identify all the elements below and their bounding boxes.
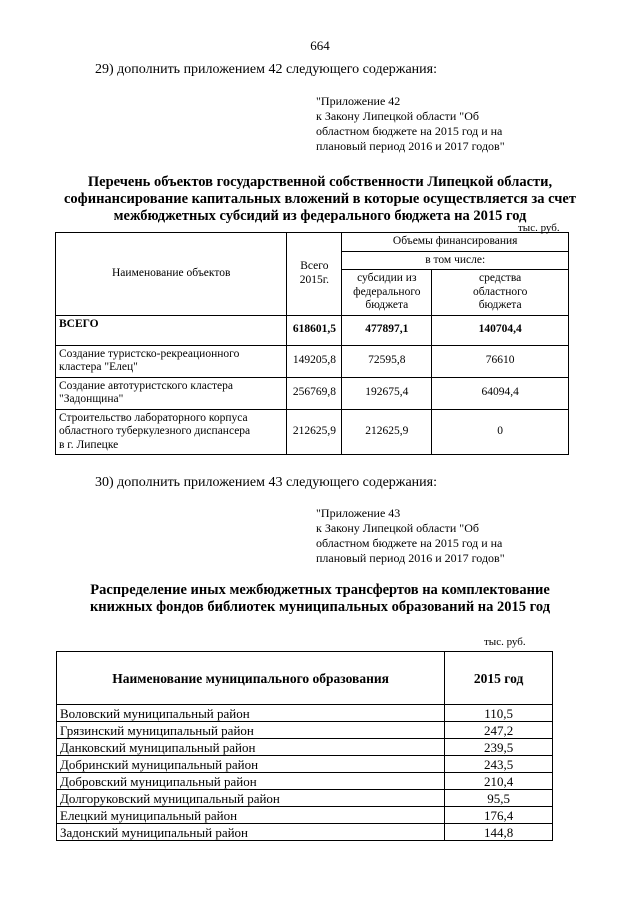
table-row (57, 790, 553, 807)
table-row (56, 409, 569, 455)
table-row (57, 739, 553, 756)
appendix-line: областном бюджете на 2015 год и на (316, 536, 503, 550)
row-name: Воловский муниципальный район (57, 705, 445, 722)
row-name: ВСЕГО (56, 315, 287, 345)
table-row (57, 807, 553, 824)
row-name: Добровский муниципальный район (57, 773, 445, 790)
table-header-row (56, 233, 569, 252)
row-regional: 0 (432, 409, 569, 455)
table-row (57, 773, 553, 790)
title-line: Перечень объектов государственной собственности Липецкой области, (87, 174, 553, 190)
row-subsidy: 192675,4 (342, 377, 432, 409)
row-name: Строительство лабораторного корпуса областного туберкулезного диспансера в г. Липецке (56, 409, 287, 455)
row-value: 239,5 (445, 739, 553, 756)
table-row (56, 345, 569, 377)
objects-table (55, 232, 569, 455)
row-name: Создание туристско-рекреационного кластера "Елец" (56, 345, 287, 377)
row-total: 149205,8 (287, 345, 342, 377)
table-1-title (40, 174, 600, 225)
row-regional: 76610 (432, 345, 569, 377)
row-name: Долгоруковский муниципальный район (57, 790, 445, 807)
library-transfers-table (56, 651, 553, 841)
table-row (57, 722, 553, 739)
table-row (56, 315, 569, 345)
row-name: Добринский муниципальный район (57, 756, 445, 773)
appendix-line: областном бюджете на 2015 год и на (316, 124, 503, 138)
header-year: 2015 год (445, 652, 553, 705)
header-municipality: Наименование муниципального образования (57, 652, 445, 705)
row-subsidy: 212625,9 (342, 409, 432, 455)
title-line: Распределение иных межбюджетных трансфертов на комплектование (90, 582, 550, 598)
table-row (57, 756, 553, 773)
row-name: Создание автотуристского кластера "Задонщина" (56, 377, 287, 409)
row-regional: 140704,4 (432, 315, 569, 345)
table-1-units: тыс. руб. (518, 222, 560, 234)
table-row (57, 824, 553, 841)
row-subsidy: 72595,8 (342, 345, 432, 377)
header-total: Всего 2015г. (287, 233, 342, 316)
row-name: Елецкий муниципальный район (57, 807, 445, 824)
row-total: 618601,5 (287, 315, 342, 345)
row-value: 210,4 (445, 773, 553, 790)
row-value: 176,4 (445, 807, 553, 824)
title-line: софинансирование капитальных вложений в которые осуществляется за счет (64, 191, 576, 207)
header-regional: средства областного бюджета (432, 270, 569, 316)
row-subsidy: 477897,1 (342, 315, 432, 345)
row-total: 256769,8 (287, 377, 342, 409)
title-line: межбюджетных субсидий из федерального бюджета на 2015 год (113, 208, 527, 224)
row-value: 110,5 (445, 705, 553, 722)
appendix-line: к Закону Липецкой области "Об (316, 521, 479, 535)
table-header-row (57, 652, 553, 705)
appendix-line: к Закону Липецкой области "Об (316, 109, 479, 123)
appendix-43-heading (316, 506, 505, 566)
appendix-line: "Приложение 43 (316, 506, 401, 520)
title-line: книжных фондов библиотек муниципальных образований на 2015 год (89, 599, 551, 615)
item-30-text: 30) дополнить приложением 43 следующего содержания: (95, 475, 437, 490)
row-name: Задонский муниципальный район (57, 824, 445, 841)
row-name: Грязинский муниципальный район (57, 722, 445, 739)
appendix-line: плановый период 2016 и 2017 годов" (316, 139, 505, 153)
appendix-line: плановый период 2016 и 2017 годов" (316, 551, 505, 565)
item-29-text: 29) дополнить приложением 42 следующего содержания: (95, 62, 437, 77)
header-including: в том числе: (342, 251, 569, 270)
page-number: 664 (310, 38, 330, 53)
header-subsidies: субсидии из федерального бюджета (342, 270, 432, 316)
table-row (57, 705, 553, 722)
table-2-units: тыс. руб. (484, 636, 526, 648)
header-volumes: Объемы финансирования (342, 233, 569, 252)
table-row (56, 377, 569, 409)
table-2-title (40, 582, 600, 616)
row-value: 144,8 (445, 824, 553, 841)
row-name: Данковский муниципальный район (57, 739, 445, 756)
row-value: 243,5 (445, 756, 553, 773)
row-regional: 64094,4 (432, 377, 569, 409)
appendix-line: "Приложение 42 (316, 94, 401, 108)
row-value: 95,5 (445, 790, 553, 807)
appendix-42-heading (316, 94, 505, 154)
row-value: 247,2 (445, 722, 553, 739)
header-object-name: Наименование объектов (56, 233, 287, 316)
row-total: 212625,9 (287, 409, 342, 455)
